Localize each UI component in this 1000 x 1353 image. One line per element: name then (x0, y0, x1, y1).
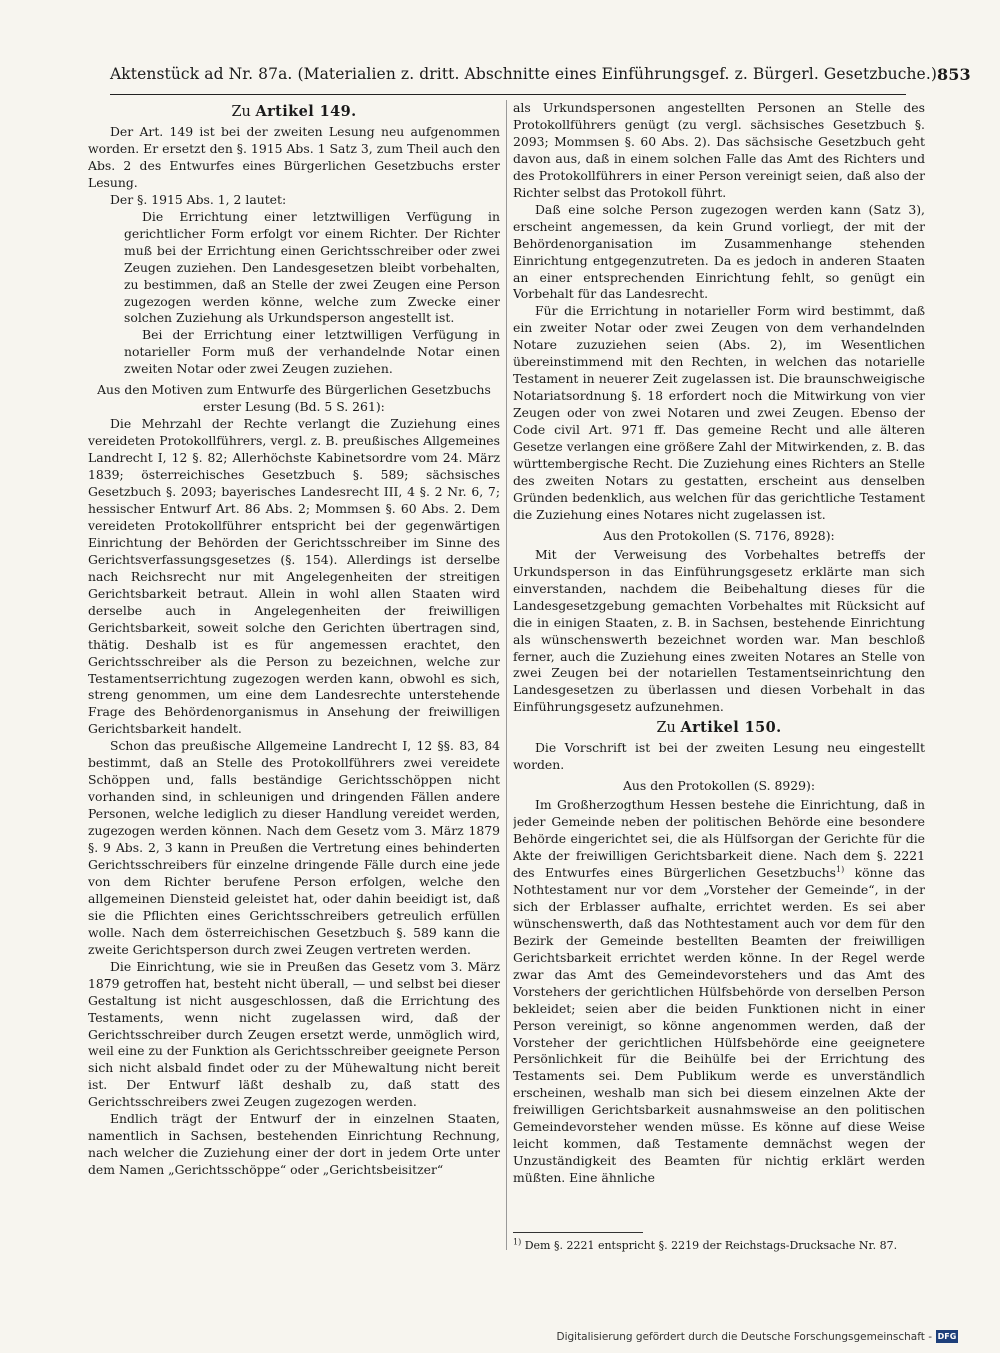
source-heading: Aus den Motiven zum Entwurfe des Bürgerlichen Gesetzbuchs erster Lesung (Bd. 5 S. 261): (97, 382, 491, 415)
article-149-heading (88, 102, 500, 122)
paragraph: Schon das preußische Allgemeine Landrecht I, 12 §§. 83, 84 bestimmt, daß an Stelle des Protokollführers zwei vereidete Schöppen und, falls beständige Gerichtsschöppen nicht vorhanden sind, in schleunigen und dringenden Fällen andere Personen, welche lediglich zu dieser Handlung vereidet werden, zugezogen werden können. Nach dem Gesetz vom 3. März 1879 §. 9 Abs. 2, 3 kann in Preußen die Vertretung eines behinderten Gerichtsschreibers für einzelne dringende Fälle durch eine jede von dem Richter berufene Person erfolgen, welche den allgemeinen Diensteid geleistet hat, oder dahin beeidigt ist, daß sie die Pflichten eines Gerichtsschreibers getreulich erfüllen wolle. Nach dem österreichischen Gesetzbuch §. 589 kann die zweite Gerichtsperson durch zwei Zeugen vertreten werden. (88, 738, 500, 957)
footnote-divider (513, 1232, 643, 1233)
paragraph: als Urkundspersonen angestellten Personen an Stelle des Protokollführers genügt (zu vergl. sächsisches Gesetzbuch §. 2093; Mommsen §. 60 Abs. 2). Das sächsische Gesetzbuch geht davon aus, daß in einem solchen Falle das Amt des Richters und des Protokollführers in einer Person vereinigt seien, daß also der Richter selbst das Protokoll führt. (513, 100, 925, 200)
header-title: Aktenstück ad Nr. 87a. (Materialien z. dritt. Abschnitte eines Einführungsgef. z. Bürgerl. Gesetzbuche.) (110, 65, 938, 83)
footnote-text: Dem §. 2221 entspricht §. 2219 der Reichstags-Drucksache Nr. 87. (524, 1239, 898, 1252)
credit-text: Digitalisierung gefördert durch die Deutsche Forschungsgemeinschaft - (556, 1330, 932, 1343)
digitization-credit (556, 1330, 958, 1343)
right-column (513, 100, 925, 1260)
paragraph-text: Im Großherzogthum Hessen bestehe die Einrichtung, daß in jeder Gemeinde neben der politischen Behörde eine besondere Behörde eingerichtet sei, die als Hülfsorgan der Gerichte für die Akte der freiwilligen Gerichtsbarkeit diene. Nach dem §. 2221 des Entwurfes eines Bürgerlichen Gesetzbuchs (513, 797, 925, 880)
footnote-marker: 1) (513, 1237, 522, 1247)
left-column (88, 100, 500, 1260)
paragraph: Die Vorschrift ist bei der zweiten Lesung neu eingestellt worden. (513, 740, 925, 773)
paragraph: Für die Errichtung in notarieller Form wird bestimmt, daß ein zweiter Notar oder zwei Zeugen von dem verhandelnden Notare zuzuziehen seien (Abs. 2), im Wesentlichen übereinstimmend mit den Rechten, in welchen das notarielle Testament in neuerer Zeit zugelassen ist. Die braunschweigische Notariatsordnung §. 18 erfordert noch die Mitwirkung von vier Zeugen oder von zwei Notaren und zwei Zeugen. Ebenso der Code civil Art. 971 ff. Das gemeine Recht und alle älteren Gesetze verlangen eine größere Zahl der Mitwirkenden, z. B. das württembergische Recht. Die Zuziehung eines Richters an Stelle des zweiten Notars zu gestatten, erscheint aus denselben Gründen bedenklich, aus welchen für das gerichtliche Testament die Zuziehung eines Notares nicht zugelassen ist. (513, 303, 925, 522)
footnote-reference[interactable]: 1) (836, 864, 845, 874)
paragraph (513, 797, 925, 1187)
paragraph: Die Einrichtung, wie sie in Preußen das Gesetz vom 3. März 1879 getroffen hat, besteht nicht überall, — und selbst bei dieser Gestaltung ist nicht ausgeschlossen, daß die Errichtung des Testaments, wenn nicht zugelassen wird, daß der Gerichtsschreiber durch Zeugen ersetzt werde, unmöglich wird, weil eine zu der Funktion als Gerichtsschreiber geeignete Person sich nicht alsbald findet oder zu der Mühewaltung nicht bereit ist. Der Entwurf läßt deshalb zu, daß statt des Gerichtsschreibers zwei Zeugen zugezogen werden. (88, 958, 500, 1110)
quoted-paragraph: Die Errichtung einer letztwilligen Verfügung in gerichtlicher Form erfolgt vor einem Richter. Der Richter muß bei der Errichtung einen Gerichtsschreiber oder zwei Zeugen zuziehen. Den Landesgesetzen bleibt vorbehalten, zu bestimmen, daß an Stelle der zwei Zeugen eine Person zugezogen werden könne, welche zum Zwecke einer solchen Zuziehung als Urkundsperson angestellt ist. (124, 208, 500, 326)
source-heading: Aus den Protokollen (S. 8929): (622, 778, 815, 794)
footnote (513, 1238, 925, 1253)
heading-article: Artikel 150. (680, 719, 782, 737)
quoted-paragraph: Bei der Errichtung einer letztwilligen Verfügung in notarieller Form muß der verhandelnde Notar einen zweiten Notar oder zwei Zeugen zuziehen. (124, 327, 500, 377)
column-divider (506, 100, 507, 1250)
heading-prefix: Zu (656, 720, 676, 737)
article-150-heading (513, 718, 925, 738)
paragraph: Daß eine solche Person zugezogen werden kann (Satz 3), erscheint angemessen, da kein Grund vorliegt, der mit der Behördenorganisation im Zusammenhange stehenden Einrichtung entgegenzutreten. Da es jedoch in anderen Staaten an einer entsprechenden Einrichtung fehlt, so genügt ein Vorbehalt für das Landesrecht. (513, 201, 925, 302)
paragraph: Die Mehrzahl der Rechte verlangt die Zuziehung eines vereideten Protokollführers, vergl. z. B. preußisches Allgemeines Landrecht I, 12 §. 82; Allerhöchste Kabinetsordre vom 24. März 1839; österreichisches Gesetzbuch §. 589; sächsisches Gesetzbuch §. 2093; bayerisches Landesrecht III, 4 §. 2 Nr. 6, 7; hessischer Entwurf Art. 86 Abs. 2; Mommsen §. 60 Abs. 2. Dem vereideten Protokollführer entspricht bei der gegenwärtigen Einrichtung der Behörden der Gerichtsschreiber im Sinne des Gerichtsverfassungsgesetzes (§. 154). Allerdings ist derselbe nach Reichsrecht nur mit Angelegenheiten der streitigen Gerichtsbarkeit betraut. Allein in wohl allen Staaten wird derselbe auch in Angelegenheiten der freiwilligen Gerichtsbarkeit, soweit solche den Gerichten übertragen sind, thätig. Deshalb ist es für angemessen erachtet, den Gerichtsschreiber als die Person zu bezeichnen, welche zur Testamentserrichtung zugezogen werden kann, obwohl es sich, streng genommen, um eine dem Landesrechte unterstehende Frage des Behördenorganismus in Ansehung der freiwilligen Gerichtsbarkeit handelt. (88, 416, 500, 737)
source-heading: Aus den Protokollen (S. 7176, 8928): (603, 527, 835, 543)
heading-prefix: Zu (231, 104, 251, 120)
page-number: 853 (937, 64, 971, 84)
paragraph: Endlich trägt der Entwurf der in einzelnen Staaten, namentlich in Sachsen, bestehenden Einrichtung Rechnung, nach welcher die Zuziehung einer der dort in jedem Orte unter dem Namen „Gerichtsschöppe“ oder „Gerichtsbeisitzer“ (88, 1111, 500, 1178)
heading-article: Artikel 149. (255, 103, 357, 120)
paragraph-text: könne das Nothtestament nur vor dem „Vorsteher der Gemeinde“, in der sich der Erblasser aufhalte, errichtet werden. Es sei aber wünschenswerth, daß das Nothtestament auch vor dem für den Bezirk der Gemeinde bestellten Beamten der freiwilligen Gerichtsbarkeit errichtet werden könne. In der Regel werde zwar das Amt des Gemeindevorstehers und das Amt des Vorstehers der gerichtlichen Hülfsbehörde von derselben Person bekleidet; seien aber die beiden Funktionen nicht in einer Person vereinigt, so könne angenommen werden, daß der Vorsteher der gerichtlichen Hülfsbehörde eine geeignetere Persönlichkeit für die Beihülfe bei der Errichtung des Testaments sei. Dem Publikum werde es unverständlich erscheinen, weshalb man sich bei diesem einzelnen Akte der freiwilligen Gerichtsbarkeit ausnahmsweise an den politischen Gemeindevorsteher wenden müsse. Es könne auf diese Weise leicht kommen, daß Testamente demnächst wegen der Unzuständigkeit des Beamten für nichtig erklärt werden müßten. Eine ähnliche (513, 864, 925, 1186)
paragraph: Der §. 1915 Abs. 1, 2 lautet: (110, 191, 287, 207)
page-header (110, 54, 971, 95)
dfg-logo: DFG (937, 1332, 957, 1341)
paragraph: Der Art. 149 ist bei der zweiten Lesung neu aufgenommen worden. Er ersetzt den §. 1915 Abs. 1 Satz 3, zum Theil auch den Abs. 2 des Entwurfes eines Bürgerlichen Gesetzbuchs erster Lesung. (88, 124, 500, 190)
paragraph: Mit der Verweisung des Vorbehaltes betreffs der Urkundsperson in das Einführungsgesetz erklärte man sich einverstanden, nachdem die Beibehaltung dieses für die Landesgesetzgebung gemachten Vorbehaltes mit Rücksicht auf die in einigen Staaten, z. B. in Sachsen, bestehende Einrichtung als wünschenswerth bezeichnet worden war. Man beschloß ferner, auch die Zuziehung eines zweiten Notares an Stelle von zwei Zeugen bei der notariellen Testamentseinrichtung den Landesgesetzen zu überlassen und diesen Vorbehalt in das Einführungsgesetz aufzunehmen. (513, 546, 925, 715)
